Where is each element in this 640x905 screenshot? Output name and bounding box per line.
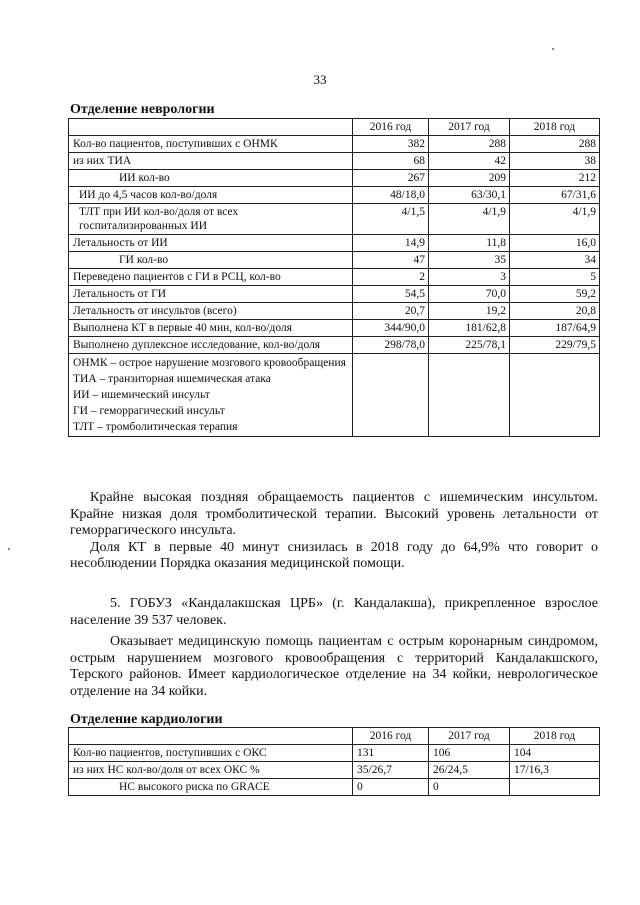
legend-item: ТЛТ – тромболитическая терапия xyxy=(73,421,238,433)
cell-value: 42 xyxy=(429,153,510,170)
table-row xyxy=(69,779,600,796)
row-label: Летальность от инсультов (всего) xyxy=(69,303,353,320)
year-header: 2017 год xyxy=(429,119,510,136)
cell-value: 59,2 xyxy=(510,286,600,303)
row-label: из них НС кол-во/доля от всех ОКС % xyxy=(69,762,353,779)
cell-value: 2 xyxy=(353,269,429,286)
cell-value: 104 xyxy=(510,745,600,762)
neurology-section-title: Отделение неврологии xyxy=(70,102,215,117)
cell-value: 5 xyxy=(510,269,600,286)
cell-value: 70,0 xyxy=(429,286,510,303)
row-label: из них ТИА xyxy=(69,153,353,170)
paragraph: Оказывает медицинскую помощь пациентам с острым коронарным синдромом, острым нарушением мозгового кровообращения с территорий Кандалакшского, Терского районов. Имеет кардиологическое отделение на 34 койки, неврологическое отделение на 34 койки. xyxy=(70,634,598,699)
row-label: Летальность от ГИ xyxy=(69,286,353,303)
year-header: 2017 год xyxy=(429,728,510,745)
conclusion-text xyxy=(70,490,598,573)
cell-value: 54,5 xyxy=(353,286,429,303)
cardiology-table xyxy=(68,727,600,796)
table-row xyxy=(69,204,600,235)
row-label: ИИ до 4,5 часов кол-во/доля xyxy=(69,187,353,204)
cell-value: 288 xyxy=(429,136,510,153)
table-row xyxy=(69,153,600,170)
cell-value: 14,9 xyxy=(353,235,429,252)
table-header-row xyxy=(69,728,600,745)
cell-value: 47 xyxy=(353,252,429,269)
cell-value: 4/1,5 xyxy=(353,204,429,235)
cell-value: 35 xyxy=(429,252,510,269)
row-label: Переведено пациентов с ГИ в РСЦ, кол-во xyxy=(69,269,353,286)
cell-value: 4/1,9 xyxy=(510,204,600,235)
cell-value: 34 xyxy=(510,252,600,269)
table-row xyxy=(69,745,600,762)
cell-value: 68 xyxy=(353,153,429,170)
cell-value: 209 xyxy=(429,170,510,187)
cell-value: 267 xyxy=(353,170,429,187)
table-row xyxy=(69,187,600,204)
header-label-cell xyxy=(69,119,353,136)
cell-value xyxy=(510,779,600,796)
cell-value: 26/24,5 xyxy=(429,762,510,779)
cell-value: 20,8 xyxy=(510,303,600,320)
paragraph: Крайне высокая поздняя обращаемость пациентов с ишемическим инсультом. Крайне низкая доля тромболитической терапии. Высокий уровень летальности от геморрагического инсульта. xyxy=(70,490,598,538)
cell-value: 16,0 xyxy=(510,235,600,252)
cell-value: 20,7 xyxy=(353,303,429,320)
cell-value: 229/79,5 xyxy=(510,337,600,354)
legend-item: ТИА – транзиторная ишемическая атака xyxy=(73,373,271,385)
table-row xyxy=(69,235,600,252)
cell-value: 298/78,0 xyxy=(353,337,429,354)
row-label: Выполнена КТ в первые 40 мин, кол-во/доля xyxy=(69,320,353,337)
cell-value: 181/62,8 xyxy=(429,320,510,337)
legend-item: ОНМК – острое нарушение мозгового кровообращения xyxy=(73,357,346,369)
cell-value: 48/18,0 xyxy=(353,187,429,204)
cell-value: 288 xyxy=(510,136,600,153)
table-row xyxy=(69,170,600,187)
table-row xyxy=(69,337,600,354)
cell-value: 67/31,6 xyxy=(510,187,600,204)
row-label: Выполнено дуплексное исследование, кол-во/доля xyxy=(69,337,353,354)
table-row xyxy=(69,269,600,286)
cell-value: 131 xyxy=(353,745,429,762)
empty-cell xyxy=(353,354,429,437)
table-row xyxy=(69,136,600,153)
row-label: НС высокого риска по GRACE xyxy=(69,779,353,796)
scan-speck xyxy=(552,48,554,50)
cell-value: 225/78,1 xyxy=(429,337,510,354)
cell-value: 63/30,1 xyxy=(429,187,510,204)
cell-value: 0 xyxy=(353,779,429,796)
cell-value: 38 xyxy=(510,153,600,170)
neurology-table xyxy=(68,118,600,437)
year-header: 2018 год xyxy=(510,728,600,745)
year-header: 2018 год xyxy=(510,119,600,136)
page-number: 33 xyxy=(313,72,327,87)
table-row xyxy=(69,762,600,779)
row-label: ТЛТ при ИИ кол-во/доля от всех госпитализированных ИИ xyxy=(69,204,353,235)
cell-value: 19,2 xyxy=(429,303,510,320)
cardiology-section-title: Отделение кардиологии xyxy=(70,712,223,727)
table-row xyxy=(69,303,600,320)
cell-value: 106 xyxy=(429,745,510,762)
table-row xyxy=(69,320,600,337)
empty-cell xyxy=(429,354,510,437)
cell-value: 35/26,7 xyxy=(353,762,429,779)
cell-value: 212 xyxy=(510,170,600,187)
year-header: 2016 год xyxy=(353,728,429,745)
row-label: Летальность от ИИ xyxy=(69,235,353,252)
scan-speck xyxy=(8,548,10,550)
abbreviation-legend xyxy=(69,354,353,437)
legend-item: ГИ – геморрагический инсульт xyxy=(73,405,225,417)
cell-value: 17/16,3 xyxy=(510,762,600,779)
table-header-row xyxy=(69,119,600,136)
cell-value: 187/64,9 xyxy=(510,320,600,337)
paragraph: Доля КТ в первые 40 минут снизилась в 2018 году до 64,9% что говорит о несоблюдении Порядка оказания медицинской помощи. xyxy=(70,539,598,571)
cell-value: 344/90,0 xyxy=(353,320,429,337)
empty-cell xyxy=(510,354,600,437)
row-label: ИИ кол-во xyxy=(69,170,353,187)
paragraph: 5. ГОБУЗ «Кандалакшская ЦРБ» (г. Кандалакша), прикрепленное взрослое население 39 537 человек. xyxy=(70,596,598,628)
cell-value: 3 xyxy=(429,269,510,286)
cell-value: 0 xyxy=(429,779,510,796)
row-label: ГИ кол-во xyxy=(69,252,353,269)
cell-value: 382 xyxy=(353,136,429,153)
table-row xyxy=(69,252,600,269)
row-label: Кол-во пациентов, поступивших с ОНМК xyxy=(69,136,353,153)
legend-row xyxy=(69,354,600,437)
hospital-description xyxy=(70,596,598,700)
cell-value: 4/1,9 xyxy=(429,204,510,235)
row-label: Кол-во пациентов, поступивших с ОКС xyxy=(69,745,353,762)
cell-value: 11,8 xyxy=(429,235,510,252)
header-label-cell xyxy=(69,728,353,745)
year-header: 2016 год xyxy=(353,119,429,136)
table-row xyxy=(69,286,600,303)
legend-item: ИИ – ишемический инсульт xyxy=(73,389,210,401)
